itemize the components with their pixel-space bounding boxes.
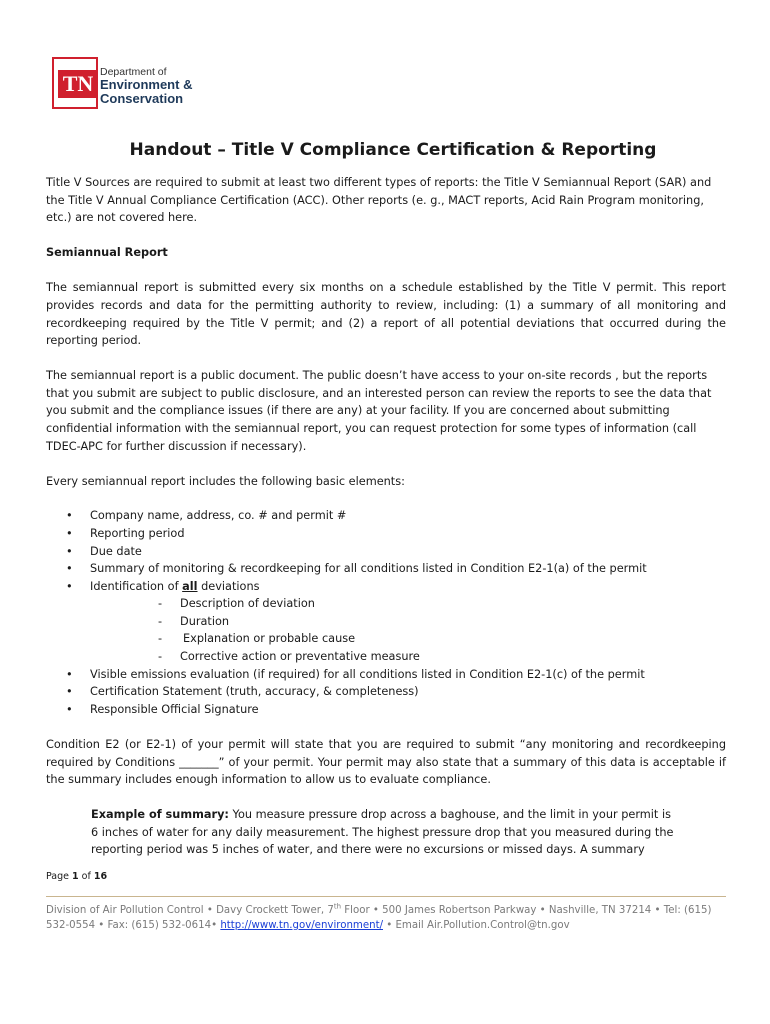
footer-divider [46, 896, 726, 897]
logo-tn-mark: TN [58, 70, 98, 98]
page-label: Page [46, 871, 73, 882]
document-body [46, 140, 726, 877]
footer-sup: th [333, 902, 342, 911]
identification-suffix: deviations [197, 579, 260, 593]
document-title: Handout – Title V Compliance Certification & Reporting [129, 140, 657, 160]
list-item-identification [46, 578, 726, 666]
example-paragraph [91, 806, 681, 859]
list-item: • Certification Statement (truth, accuracy, & completeness) [46, 683, 726, 701]
elements-intro: Every semiannual report includes the following basic elements: [46, 474, 405, 488]
identification-prefix: Identification of [90, 579, 183, 593]
list-item: • Responsible Official Signature [46, 701, 726, 719]
footer-website-link[interactable]: http://www.tn.gov/environment/ [220, 920, 383, 931]
logo-line3: Conservation [100, 91, 184, 106]
page-current: 1 [72, 871, 79, 882]
deviation-sublist [90, 595, 726, 665]
page-number [46, 871, 107, 882]
footer-address: Division of Air Pollution Control • Davy Crockett Tower, 7 [46, 905, 334, 916]
footer-email: • Email Air.Pollution.Control@tn.gov [383, 920, 570, 931]
list-item: • Summary of monitoring & recordkeeping for all conditions listed in Condition E2-1(a) of the permit [46, 560, 726, 578]
footer [46, 903, 728, 933]
paragraph-2: The semiannual report is a public document. The public doesn’t have access to your on-site records , but the reports that you submit are subject to public disclosure, and an interested person can review the reports to see the data that you submit and the compliance issues (if there are any) at your facility. If you are concerned about submitting confidential information with the semiannual report, you can request protection for some types of information (call TDEC-APC for further discussion if necessary). [46, 369, 712, 453]
logo-text [100, 66, 192, 106]
example-label: Example of summary: [91, 808, 229, 822]
list-item: • Due date [46, 543, 726, 561]
page-total: 16 [93, 871, 108, 882]
sublist-item: - Explanation or probable cause [90, 630, 726, 648]
sublist-item: - Corrective action or preventative measure [90, 648, 726, 666]
intro-paragraph: Title V Sources are required to submit at least two different types of reports: the Title V Semiannual Report (SAR) and the Title V Annual Compliance Certification (ACC). Other reports (e. g., MACT reports, Acid Rain Program monitoring, etc.) are not covered here. [46, 176, 712, 225]
logo-line1: Department of [100, 66, 167, 78]
example-text: You measure pressure drop across a baghouse, and the limit in your permit is 6 inches of water for any daily measurement. The highest pressure drop that you measured during the reporting period was 5 inches of water, and there were no excursions or missed days. A summary [91, 808, 674, 857]
footer-contact: Floor • 500 James Robertson Parkway • Nashville, TN 37214 • Tel: (615) 532-0554 • Fax: (615) 532-0614• [46, 905, 712, 931]
paragraph-1: The semiannual report is submitted every six months on a schedule established by the Title V permit. This report provides records and data for the permitting authority to review, including: (1) a summary of all monitoring and recordkeeping required by the Title V permit; and (2) a report of all potential deviations that occurred during the reporting period. [46, 281, 726, 348]
list-item: • Company name, address, co. # and permit # [46, 507, 726, 525]
identification-emphasis: all [182, 579, 198, 593]
sublist-item: - Duration [90, 613, 726, 631]
list-item: • Reporting period [46, 525, 726, 543]
list-item: • Visible emissions evaluation (if required) for all conditions listed in Condition E2-1(c) of the permit [46, 666, 726, 684]
semiannual-heading: Semiannual Report [46, 246, 168, 260]
sublist-item: - Description of deviation [90, 595, 726, 613]
paragraph-3: Condition E2 (or E2-1) of your permit will state that you are required to submit “any monitoring and recordkeeping required by Conditions _______” of your permit. Your permit may also state that a summary of this data is acceptable if the summary includes enough information to allow us to evaluate compliance. [46, 737, 726, 787]
logo-line2: Environment & [100, 77, 193, 92]
page-of: of [78, 871, 94, 882]
elements-list [46, 507, 726, 718]
logo-box [52, 57, 98, 109]
